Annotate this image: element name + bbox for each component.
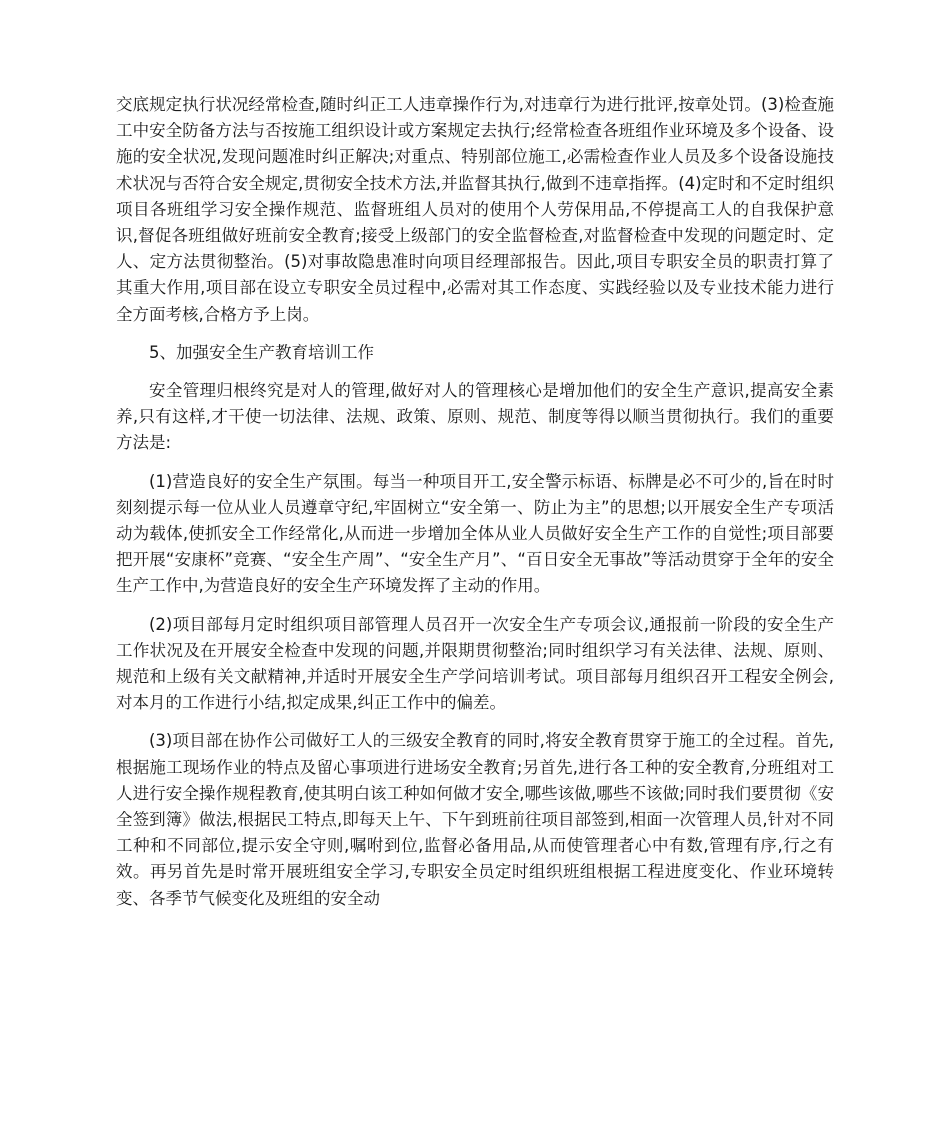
section-heading-safety-training: 5、加强安全生产教育培训工作 — [149, 342, 374, 362]
paragraph-three-level-education: (3)项目部在协作公司做好工人的三级安全教育的同时,将安全教育贯穿于施工的全过程。首先,根据施工现场作业的特点及留心事项进行进场安全教育;另首先,进行各工种的安全教育,分班组对工人进行安全操作规程教育,使其明白该工种如何做才安全,哪些该做,哪些不该做;同时我们要贯彻《安全签到簿》做法,根据民工特点,即每天上午、下午到班前往项目部签到,相面一次管理人员,针对不同工种和不同部位,提示安全守则,嘱咐到位,监督必备用品,从而使管理者心中有数,管理有序,行之有效。再另首先是时常开展班组安全学习,专职安全员定时组织班组根据工程进度变化、作业环境转变、各季节气候变化及班组的安全动 — [116, 731, 834, 908]
paragraph-safety-management-intro: 安全管理归根终究是对人的管理,做好对人的管理核心是增加他们的安全生产意识,提高安全素养,只有这样,才干使一切法律、法规、政策、原则、规范、制度等得以顺当贯彻执行。我们的重要方法是: — [116, 381, 834, 453]
paragraph-monthly-meetings: (2)项目部每月定时组织项目部管理人员召开一次安全生产专项会议,通报前一阶段的安全生产工作状况及在开展安全检查中发现的问题,并限期贯彻整治;同时组织学习有关法律、法规、原则、规范和上级有关文献精神,并适时开展安全生产学问培训考试。项目部每月组织召开工程安全例会,对本月的工作进行小结,拟定成果,纠正工作中的偏差。 — [116, 614, 834, 713]
paragraph-safety-officer-duties: 交底规定执行状况经常检查,随时纠正工人违章操作行为,对违章行为进行批评,按章处罚。(3)检查施工中安全防备方法与否按施工组织设计或方案规定去执行;经常检查各班组作业环境及多个设备、设施的安全状况,发现问题准时纠正解决;对重点、特别部位施工,必需检查作业人员及多个设备设施技术状况与否符合安全规定,贯彻安全技术方法,并监督其执行,做到不违章指挥。(4)定时和不定时组织项目各班组学习安全操作规范、监督班组人员对的使用个人劳保用品,不停提高工人的自我保护意识,督促各班组做好班前安全教育;接受上级部门的安全监督检查,对监督检查中发现的问题定时、定人、定方法贯彻整治。(5)对事故隐患准时向项目经理部报告。因此,项目专职安全员的职责打算了其重大作用,项目部在设立专职安全员过程中,必需对其工作态度、实践经验以及专业技术能力进行全方面考核,合格方予上岗。 — [116, 95, 834, 324]
paragraph-safety-atmosphere: (1)营造良好的安全生产氛围。每当一种项目开工,安全警示标语、标牌是必不可少的,旨在时时刻刻提示每一位从业人员遵章守纪,牢固树立“安全第一、防止为主”的思想;以开展安全生产专项活动为载体,使抓安全工作经常化,从而进一步增加全体从业人员做好安全生产工作的自觉性;项目部要把开展“安康杯”竞赛、“安全生产周”、“安全生产月”、“百日安全无事故”等活动贯穿于全年的安全生产工作中,为营造良好的安全生产环境发挥了主动的作用。 — [116, 471, 834, 596]
document-body — [116, 92, 834, 912]
